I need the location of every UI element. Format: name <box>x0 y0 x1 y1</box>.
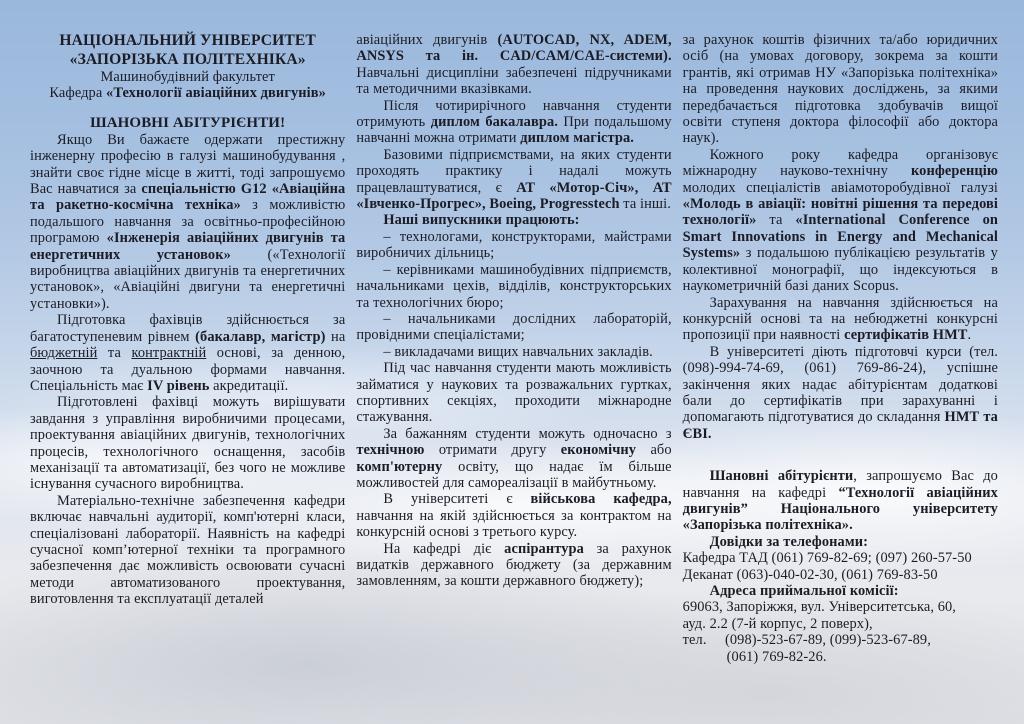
text-run: Зарахування на навчання здійснюється на конкурсній основі та на небюджетні конкурсні пропозиції при наявності <box>682 294 998 344</box>
text-run: диплом бакалавра. <box>430 114 558 131</box>
text-run: – викладачами вищих навчальних закладів. <box>383 343 653 360</box>
text-run: навчання на якій здійснюється за контрактом на конкурсній основі з третього курсу. <box>356 507 672 541</box>
text-run: Наші випускники працюють: <box>383 212 580 229</box>
paragraph <box>30 312 345 394</box>
paragraph <box>683 147 998 295</box>
spacer <box>683 442 998 468</box>
text-run: диплом магістра. <box>520 130 634 147</box>
address-line <box>683 616 998 632</box>
text-run: Кожного року кафедра організовує міжнародну науково-технічну <box>682 146 998 180</box>
paragraph <box>683 32 998 147</box>
text-run: авіаційних двигунів <box>356 32 498 48</box>
university-title-line1 <box>30 32 345 51</box>
invitation-paragraph <box>683 468 998 534</box>
paragraph <box>356 541 671 590</box>
text-run: Навчальні дисципліни забезпечені підручниками та методичними вказівками. <box>356 64 672 98</box>
text-run: Підготовка фахівців здійснюється за багатоступеневим рівнем <box>30 312 346 345</box>
text-run: – керівниками машинобудівних підприємств, начальниками цехів, відділів, конструкторських та технологічних бюро; <box>356 261 672 311</box>
paragraph <box>356 360 671 426</box>
faculty-line <box>30 69 345 85</box>
spacer <box>30 102 345 114</box>
text-run: за рахунок коштів фізичних та/або юридичних осіб (на умовах договору, зокрема за кошти грантів, які отримав НУ «Запорізька політехніка» на проведення наукових досліджень, за якими передбачається підготовка здобувачів вищої освіти ступеня доктора філософії або доктора наук). <box>682 32 998 147</box>
phone-line <box>683 649 998 665</box>
list-item <box>356 311 671 344</box>
text-run: (061) 769-82-26. <box>726 648 827 665</box>
text-run: на <box>325 328 346 345</box>
phone-line <box>683 632 998 648</box>
text-run: . <box>967 327 972 344</box>
text-run: освіту, що надає їм більше можливостей для самореалізації в майбутньому. <box>356 458 672 491</box>
text-run: , запрошуємо Вас до навчання на кафедрі <box>682 468 998 501</box>
text-run: та інші. <box>619 196 671 213</box>
text-run: За бажанням студенти можуть одночасно з <box>383 425 672 442</box>
text-run: (AUTOCAD, NX, ADEM, ANSYS та ін. CAD/CAM/CAE-системи). <box>356 32 672 65</box>
text-run: Адреса приймальної комісії: <box>709 583 899 599</box>
text-run: Машинобудівний факультет <box>100 69 275 85</box>
text-run: Кафедра ТАД (061) 769-82-69; (097) 260-57-50 <box>682 550 972 567</box>
text-run: «Технології авіаційних двигунів» <box>106 85 326 102</box>
column-middle <box>356 32 671 708</box>
text-run: В університеті діють підготовчі курси (тел. (098)-994-74-69, (061) 769-86-24), успішне закінчення яких надає абітурієнтам додаткові бали до сертифікатів при зарахуванні і допомагають підготуватися до складання <box>682 343 998 426</box>
column-right <box>683 32 998 708</box>
text-run: контрактній <box>131 345 207 362</box>
text-run: військова кафедра, <box>530 491 672 508</box>
text-run: Деканат (063)-040-02-30, (061) 769-83-50 <box>682 566 938 583</box>
list-item <box>356 229 671 262</box>
paragraph <box>683 295 998 344</box>
text-run: Шановні абітурієнти <box>709 468 854 485</box>
text-run: економічну <box>560 442 637 459</box>
text-run: IV рівень <box>147 377 210 394</box>
address-heading <box>683 583 998 599</box>
greeting-heading <box>30 114 345 132</box>
text-run: тел. (098)-523-67-89, (099)-523-67-89, <box>682 632 931 649</box>
text-run: НАЦІОНАЛЬНИЙ УНІВЕРСИТЕТ <box>59 32 316 49</box>
text-run: з подальшою публікацією результатів у колективної монографії, що індексуються в наукометричній базі даних Scopus. <box>682 245 998 295</box>
paragraph <box>356 491 671 540</box>
text-run: отримати другу <box>424 442 561 459</box>
text-run: бюджетній <box>30 345 98 362</box>
text-run: «International Conference on Smart Innovations in Energy and Mechanical Systems» <box>682 212 998 262</box>
text-run: Після чотирирічного навчання студенти отримують <box>356 97 672 131</box>
text-run: Довідки за телефонами: <box>709 533 869 550</box>
list-heading <box>356 212 671 228</box>
text-run: Базовими підприємствами, на яких студенти проходять практику і надалі можуть працевлаштуватися, є <box>356 146 672 196</box>
university-title-line2 <box>30 51 345 70</box>
paragraph <box>356 98 671 147</box>
text-run: та <box>97 345 132 362</box>
text-run: В університеті є <box>383 491 531 508</box>
paragraph <box>356 426 671 492</box>
text-run: «ЗАПОРІЗЬКА ПОЛІТЕХНІКА» <box>69 50 306 68</box>
contacts-heading <box>683 534 998 550</box>
phone-line <box>683 550 998 566</box>
text-run: Кафедра <box>49 85 107 102</box>
text-run: Матеріально-технічне забезпечення кафедри включає навчальні аудиторії, комп'ютерні класи, спеціалізовані лабораторії. Наявність на кафедрі сучасної комп’ютерної техніки та програмного забезпечення дає можливість освоювати сучасні методи автоматизованого проектування, виготовлення та експлуатації деталей <box>30 492 346 608</box>
text-run: – начальниками дослідних лабораторій, провідними спеціалістами; <box>356 310 672 344</box>
text-run: (бакалавр, магістр) <box>195 328 326 345</box>
text-run: «Молодь в авіації: новітні рішення та передові технології» <box>682 196 998 229</box>
text-run: – технологами, конструкторами, майстрами виробничих дільниць; <box>356 228 672 262</box>
text-run: основі, за денною, заочною та дуальною формами навчання. Спеціальність має <box>30 345 346 394</box>
text-run: «Інженерія авіаційних двигунів та енергетичних установок» <box>30 230 346 263</box>
department-line <box>30 85 345 101</box>
text-run: молодих спеціалістів авіамоторобудівної галузі <box>682 179 998 196</box>
text-run: На кафедрі діє <box>383 540 505 557</box>
text-run: аспірантура <box>504 540 584 557</box>
text-run: ауд. 2.2 (7-й корпус, 2 поверх), <box>682 615 873 632</box>
text-run: («Технології виробництва авіаційних двигунів та енергетичних установок», «Авіаційні двигуни та енергетичні установки»). <box>30 246 346 312</box>
paragraph <box>30 493 345 608</box>
text-run: Під час навчання студенти мають можливість займатися у наукових та розважальних гуртках, спортивних секціях, проходити міжнародне стажування. <box>356 360 672 426</box>
text-run: Підготовлені фахівці можуть вирішувати завдання з управління виробничими процесами, проектування авіаційних двигунів, технологічних процесів, технологічного оснащення, засобів механізації та автоматизації, без чого не можливе існування сучасного виробництва. <box>30 394 346 493</box>
text-run: або <box>636 442 672 459</box>
text-run: конференцію <box>910 163 998 180</box>
text-run: комп'ютерну <box>356 458 443 475</box>
paragraph <box>30 132 345 312</box>
text-run: акредитації. <box>209 377 289 394</box>
text-run: технічною <box>356 442 425 459</box>
text-run: При подальшому навчанні можна отримати <box>356 114 672 147</box>
list-item <box>356 262 671 311</box>
text-run: Якщо Ви бажаєте одержати престижну інженерну професію в галузі машинобудування , знайти своє гідне місце в житті, тоді запрошуємо Вас навчатися за <box>30 131 346 198</box>
paragraph <box>683 344 998 442</box>
text-run: 69063, Запоріжжя, вул. Університетська, 60, <box>682 599 957 616</box>
paragraph <box>356 147 671 213</box>
text-run: з можливістю подальшого навчання за освітньо-професійною програмою <box>30 197 346 247</box>
text-run: сертифікатів НМТ <box>844 327 968 344</box>
paragraph <box>30 394 345 492</box>
list-item <box>356 344 671 360</box>
paragraph <box>356 32 671 98</box>
text-run: ШАНОВНІ АБІТУРІЄНТИ! <box>90 114 286 131</box>
text-run: “Технології авіаційних двигунів” Національного університету «Запорізька політехніка». <box>682 484 998 534</box>
text-run: АТ «Мотор-Січ», АТ «Івченко-Прогрес», Boeing, Progresstech <box>356 179 672 213</box>
address-line <box>683 599 998 615</box>
phone-line <box>683 567 998 583</box>
column-left <box>30 32 345 708</box>
text-run: за рахунок видатків державного бюджету (за державним замовленням, за кошти державного бюджету); <box>356 540 672 590</box>
text-run: спеціальністю G12 «Авіаційна та ракетно-космічна техніка» <box>30 181 346 214</box>
text-run: НМТ та ЄВІ. <box>682 409 998 442</box>
text-run: та <box>756 212 796 229</box>
